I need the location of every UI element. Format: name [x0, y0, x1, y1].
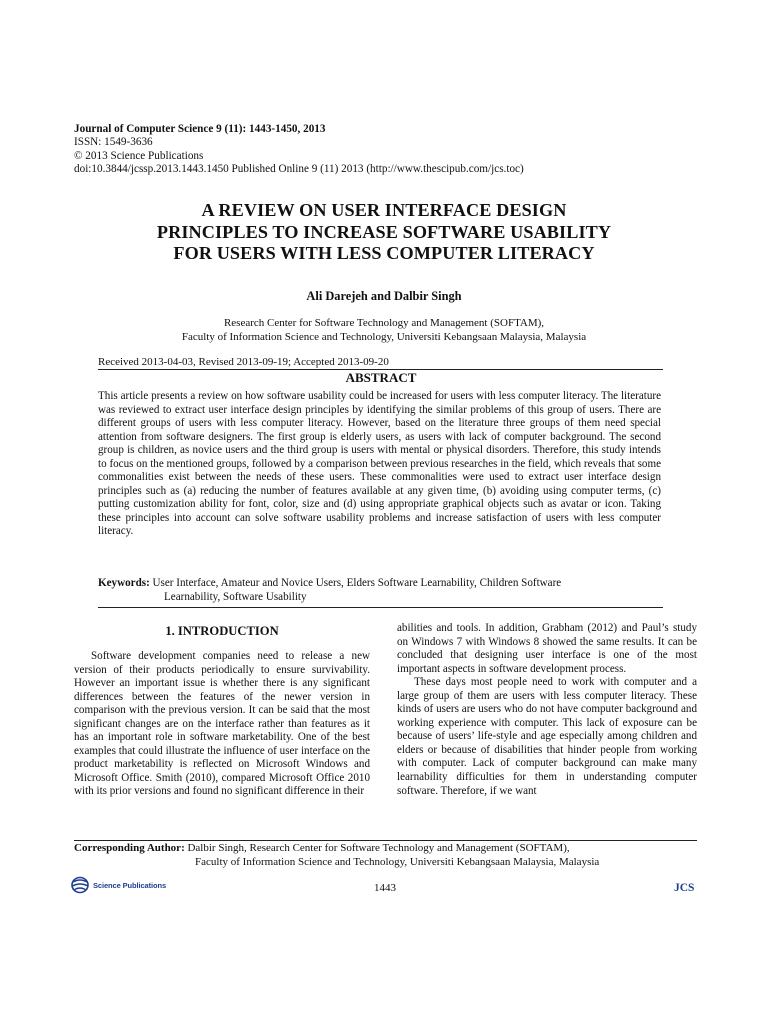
abstract-heading: ABSTRACT — [345, 370, 417, 385]
abstract-text: This article presents a review on how software usability could be increased for users with less computer literacy. The literature was reviewed to extract user interface design principles by identifying the similar problems of this group of users. There are different groups of users with less computer literacy. However, based on the literature three groups of them need special attention from software designers. The first group is elderly users, as users with lack of computer background. The second group is children, as novice users and the third group is users with mental or physical disorders. Therefore, this study intends to focus on the mentioned groups, followed by a comparison between previous researches in the field, which reveals that some commonalities exist between the needs of these users. These commonalities were used to extract user interface design principles such as (a) reducing the number of features available at any given time, (b) avoiding using computer terms, (c) putting customization ability for font, color, size and (d) using appropriate graphical objects such as avatar or icon. Taking these principles into account can solve software usability problems and increase satisfaction of users with less computer literacy. — [98, 390, 661, 538]
body-paragraph: These days most people need to work with computer and a large group of them are users with less computer literacy. These kinds of users are users who do not have computer background and working experience with computer. This lack of exposure can be because of users’ life-style and age especially among children and elders or because of disabilities that hinder people from working with computer. Lack of computer background can make many learnability difficulties for them in understanding computer software. Therefore, if we want — [397, 676, 697, 797]
affiliation-line: Research Center for Software Technology and Management (SOFTAM), — [223, 317, 545, 329]
submission-dates: Received 2013-04-03, Revised 2013-09-19; Accepted 2013-09-20 — [98, 356, 389, 368]
corresponding-author-line-1: Dalbir Singh, Research Center for Software Technology and Management (SOFTAM), — [187, 842, 570, 854]
title-line: FOR USERS WITH LESS COMPUTER LITERACY — [173, 243, 595, 264]
affiliation-line: Faculty of Information Science and Technology, Universiti Kebangsaan Malaysia, Malaysia — [181, 330, 587, 343]
journal-title: Journal of Computer Science 9 (11): 1443-1450, 2013 — [74, 123, 326, 135]
globe-icon — [70, 876, 92, 894]
author-affiliation — [84, 317, 684, 344]
journal-abbreviation: JCS — [674, 882, 695, 894]
section-heading: 1. INTRODUCTION — [165, 624, 279, 638]
keywords-line-1: User Interface, Amateur and Novice Users, Elders Software Learnability, Children Software — [152, 577, 562, 589]
keywords-bottom-rule — [98, 607, 663, 608]
journal-copyright: © 2013 Science Publications — [74, 149, 204, 162]
journal-header — [74, 123, 714, 177]
title-line: PRINCIPLES TO INCREASE SOFTWARE USABILITY — [156, 221, 612, 242]
keywords-line-2: Learnability, Software Usability — [164, 590, 307, 603]
corresponding-author — [74, 842, 694, 869]
footnote-rule — [74, 840, 697, 841]
body-paragraph: Software development companies need to release a new version of their products periodically to ensure survivability. However an important issue is whether there is any significant differences between the features of the newer version in comparison with the previous version. It can be said that the most significant changes are on the interface rather than features as it has an important role in software marketability. One of the best examples that could illustrate the influence of user interface on the product marketability is reflected on Microsoft Windows and Microsoft Office. Smith (2010), compared Microsoft Office 2010 with its prior versions and found no significant difference in their — [74, 650, 370, 798]
journal-issn: ISSN: 1549-3636 — [74, 136, 153, 149]
body-paragraph: abilities and tools. In addition, Grabham (2012) and Paul’s study on Windows 7 with Windows 8 showed the same results. It can be concluded that designing user interface is one of the most important aspects in software development process. — [397, 622, 697, 675]
publisher-name: Science Publications — [93, 880, 167, 890]
paper-authors: Ali Darejeh and Dalbir Singh — [306, 289, 462, 303]
keywords — [98, 577, 661, 604]
corresponding-author-label: Corresponding Author: — [74, 842, 185, 854]
body-column-left — [74, 650, 370, 799]
publisher-logo — [70, 876, 166, 894]
page-number: 1443 — [374, 882, 396, 894]
keywords-label: Keywords: — [98, 577, 150, 589]
body-column-right — [397, 622, 697, 798]
journal-doi: doi:10.3844/jcssp.2013.1443.1450 Published Online 9 (11) 2013 (http://www.thescipub.com/jcs.toc) — [74, 163, 524, 176]
paper-title — [84, 200, 684, 265]
corresponding-author-line-2: Faculty of Information Science and Technology, Universiti Kebangsaan Malaysia, Malaysia — [195, 855, 600, 868]
title-line: A REVIEW ON USER INTERFACE DESIGN — [201, 200, 567, 220]
